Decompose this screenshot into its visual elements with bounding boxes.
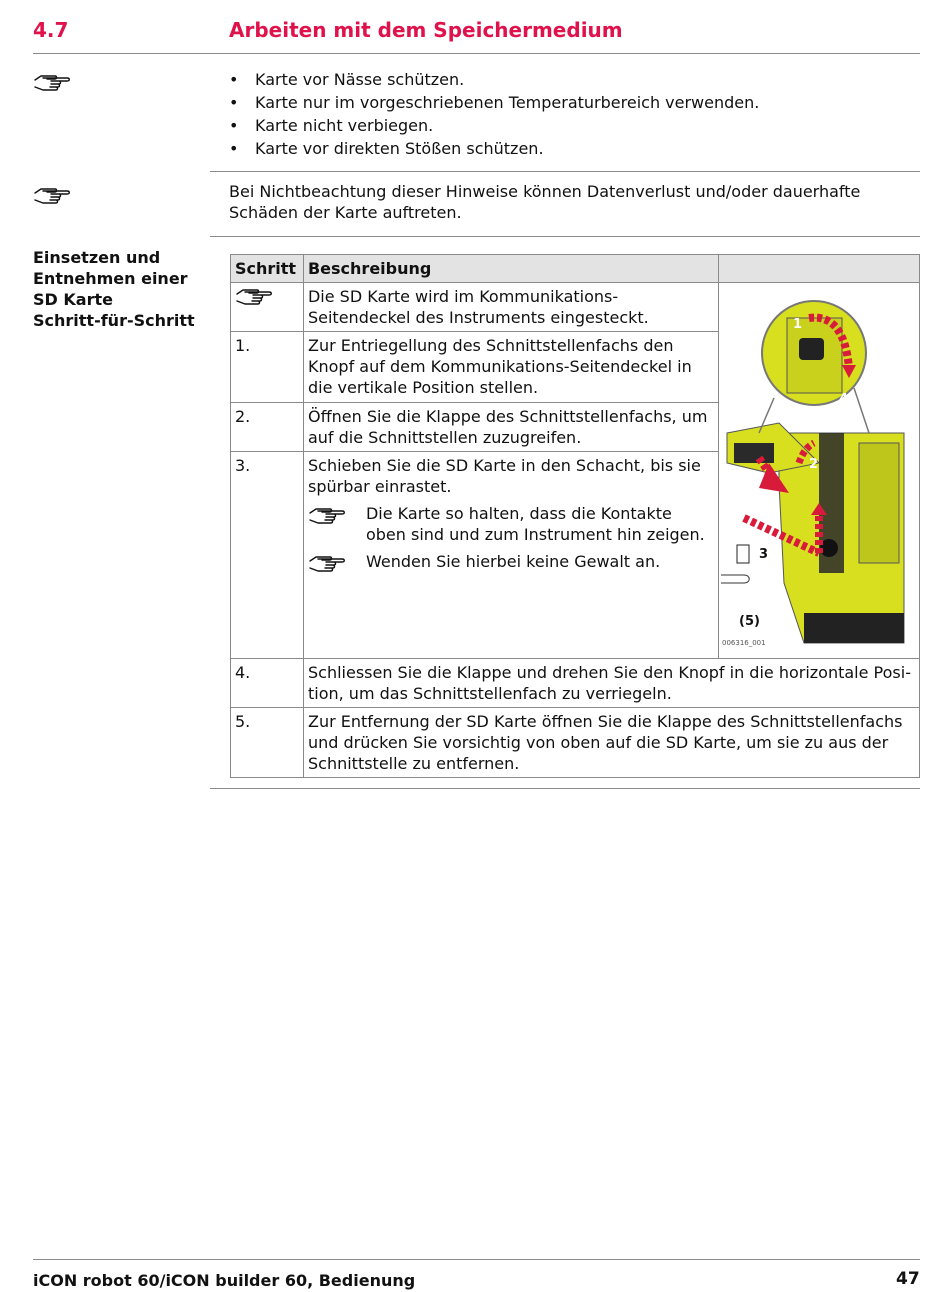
column-header-figure — [719, 255, 920, 283]
side-heading-line: Schritt-für-Schritt — [33, 311, 195, 330]
figure-label-1: 1 — [793, 317, 803, 332]
divider — [210, 236, 920, 237]
side-heading — [33, 247, 195, 331]
section-number: 4.7 — [33, 18, 69, 42]
step-cell — [231, 283, 304, 332]
figure-label-4b: 4b — [839, 392, 858, 407]
side-heading-line: Entnehmen einer — [33, 269, 188, 288]
bullet-item: • Karte vor direkten Stößen schützen. — [229, 137, 759, 160]
side-heading-line: SD Karte — [33, 290, 113, 309]
column-header-description: Beschreibung — [303, 255, 718, 283]
inner-note — [308, 503, 714, 545]
inner-note — [308, 551, 714, 580]
page-number: 47 — [896, 1269, 920, 1289]
pointing-hand-icon — [33, 183, 73, 207]
steps-table — [230, 254, 920, 778]
pointing-hand-icon — [308, 503, 348, 527]
step-cell: 4. — [231, 659, 304, 708]
step-cell: 5. — [231, 708, 304, 778]
pointing-hand-icon — [33, 70, 73, 94]
divider — [210, 788, 920, 789]
pointing-hand-icon — [308, 551, 348, 575]
section-title: Arbeiten mit dem Speichermedium — [229, 18, 623, 42]
description-cell: Öffnen Sie die Klappe des Schnittstellenfachs, um auf die Schnittstellen zuzugreifen. — [303, 402, 718, 451]
figure-label-3: 3 — [759, 547, 769, 562]
description-cell: Die SD Karte wird im Kommunikations-Seitendeckel des Instruments eingesteckt. — [303, 283, 718, 332]
step-cell: 2. — [231, 402, 304, 451]
figure-label-2: 2 — [809, 457, 819, 472]
description-cell — [303, 452, 718, 659]
step-cell: 3. — [231, 452, 304, 659]
step-text: Schieben Sie die SD Karte in den Schacht, bis sie spürbar einrastet. — [307, 456, 701, 497]
figure-cell — [719, 283, 920, 659]
inner-note-text: Die Karte so halten, dass die Kontakte oben sind und zum Instrument hin zeigen. — [365, 504, 705, 545]
figure-id: 006316_001 — [722, 639, 766, 647]
divider — [210, 171, 920, 172]
description-cell: Zur Entriegellung des Schnittstellenfachs den Knopf auf dem Kommunikations-Seitendeckel in die vertikale Position stellen. — [303, 332, 718, 403]
description-cell: Schliessen Sie die Klappe und drehen Sie den Knopf in die horizontale Posi-tion, um das Schnittstellenfach zu verriegeln. — [303, 659, 919, 708]
care-bullet-list — [229, 68, 759, 160]
step-cell: 1. — [231, 332, 304, 403]
bullet-item: • Karte vor Nässe schützen. — [229, 68, 759, 91]
bullet-item: • Karte nur im vorgeschriebenen Temperaturbereich verwenden. — [229, 91, 759, 114]
instrument-illustration — [719, 283, 919, 653]
table-row — [231, 659, 920, 708]
description-cell: Zur Entfernung der SD Karte öffnen Sie die Klappe des Schnittstellenfachs und drücken Sie vorsichtig von oben auf die SD Karte, um sie zu aus der Schnittstelle zu entfernen. — [303, 708, 919, 778]
bullet-item: • Karte nicht verbiegen. — [229, 114, 759, 137]
figure-label-5: (5) — [739, 614, 760, 629]
table-row — [231, 708, 920, 778]
footer-title: iCON robot 60/iCON builder 60, Bedienung — [33, 1271, 416, 1290]
pointing-hand-icon — [235, 284, 275, 308]
figure-label-4a: 4a — [737, 474, 755, 489]
warning-note: Bei Nichtbeachtung dieser Hinweise können Datenverlust und/oder dauerhafte Schäden der Karte auftreten. — [229, 182, 861, 222]
header-rule — [33, 53, 920, 54]
table-header-row — [231, 255, 920, 283]
table-row — [231, 283, 920, 332]
column-header-step: Schritt — [231, 255, 304, 283]
side-heading-line: Einsetzen und — [33, 248, 161, 267]
footer-rule — [33, 1259, 920, 1260]
inner-note-text: Wenden Sie hierbei keine Gewalt an. — [365, 552, 661, 572]
